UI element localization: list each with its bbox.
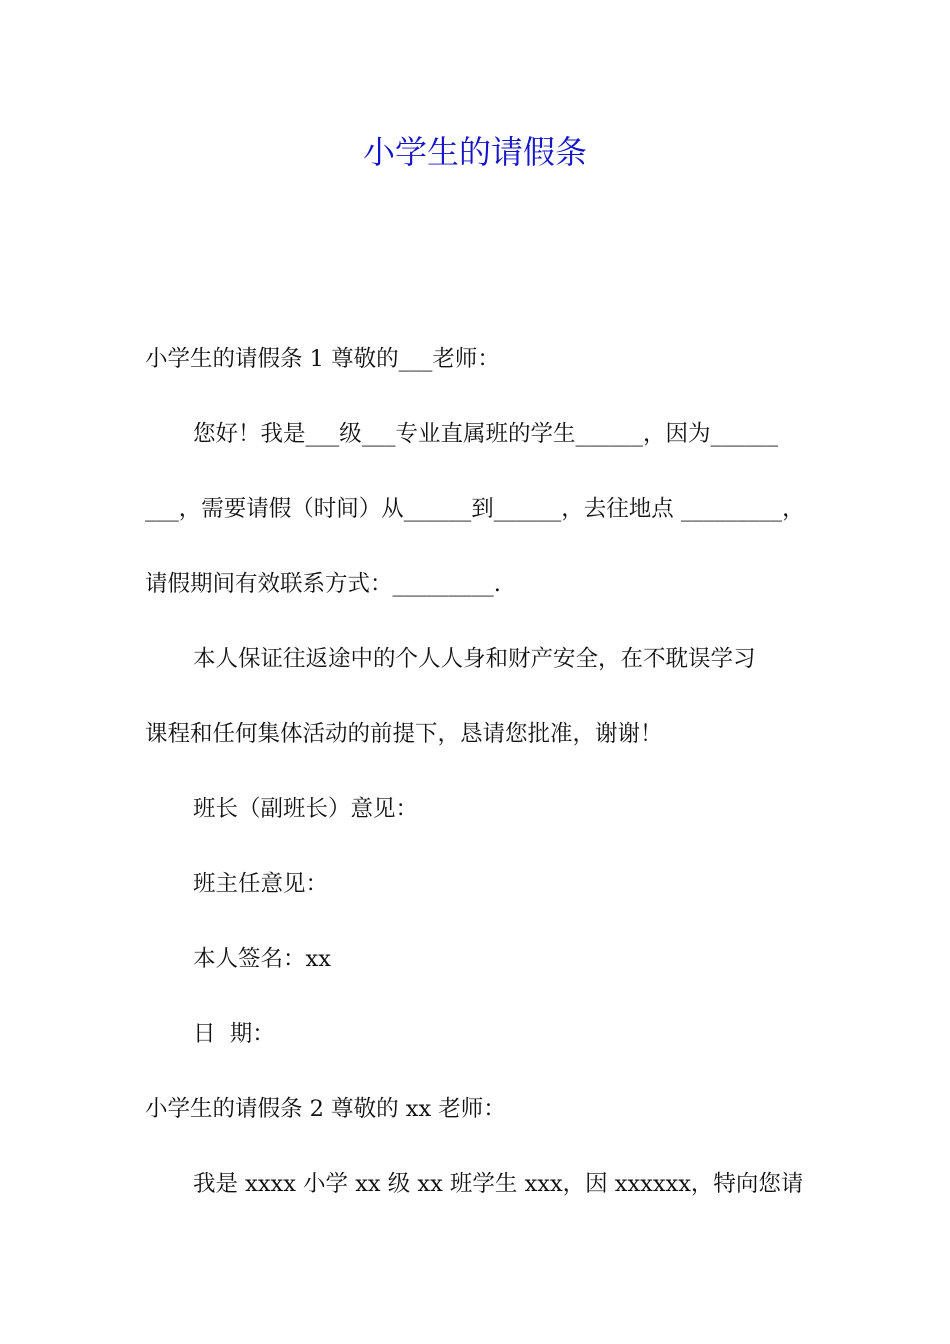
letter-1-paragraph-2-line-2: 课程和任何集体活动的前提下，恳请您批准，谢谢！ xyxy=(145,721,663,747)
letter-1-paragraph-1-line-2: ___，需要请假（时间）从______到______，去往地点 _________， xyxy=(145,496,805,522)
letter-1-paragraph-2-line-1: 本人保证往返途中的个人人身和财产安全，在不耽误学习 xyxy=(193,646,756,672)
signature: 本人签名：xx xyxy=(193,946,331,972)
letter-2-salutation: 小学生的请假条 2 尊敬的 xx 老师： xyxy=(145,1096,506,1122)
date: 日 期： xyxy=(193,1021,275,1047)
letter-1-paragraph-1-line-3: 请假期间有效联系方式：_________. xyxy=(145,571,501,597)
document-title: 小学生的请假条 xyxy=(362,133,587,171)
letter-1-salutation: 小学生的请假条 1 尊敬的___老师： xyxy=(145,346,500,372)
monitor-opinion: 班长（副班长）意见： xyxy=(193,796,419,822)
teacher-opinion: 班主任意见： xyxy=(193,871,329,897)
letter-2-paragraph-1-line-1: 我是 xxxx 小学 xx 级 xx 班学生 xxx，因 xxxxxx，特向您请 xyxy=(193,1171,804,1197)
letter-1-paragraph-1-line-1: 您好！我是___级___专业直属班的学生______，因为______ xyxy=(193,421,779,447)
